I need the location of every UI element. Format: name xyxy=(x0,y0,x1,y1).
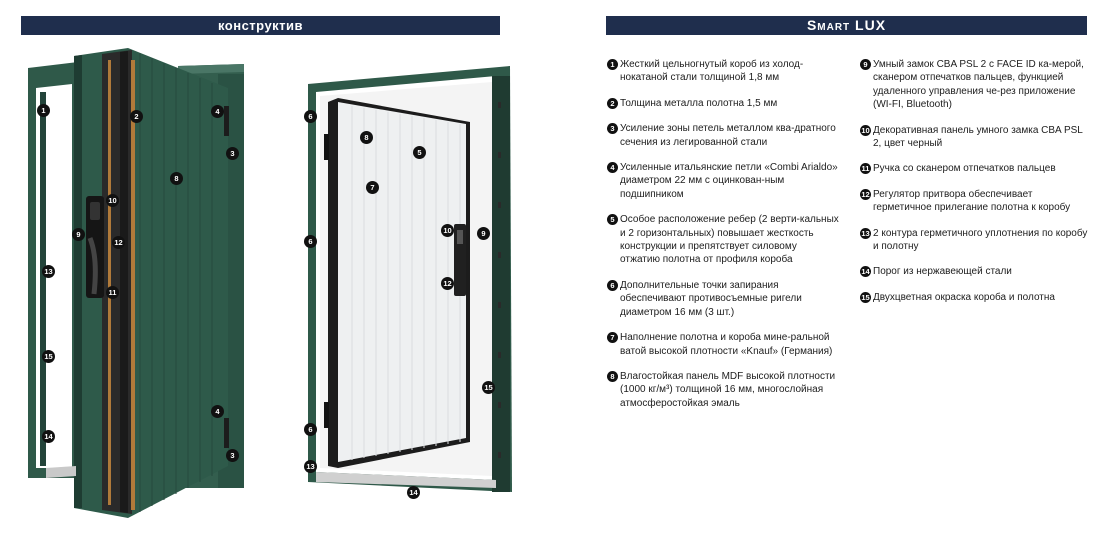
feature-number: 8 xyxy=(607,371,618,382)
feature-item xyxy=(607,213,839,267)
feature-number: 14 xyxy=(861,267,870,277)
outer-door-figure xyxy=(28,48,248,523)
feature-number: 10 xyxy=(861,125,870,135)
feature-text: Умный замок CBA PSL 2 с FACE ID ка-мерой, сканером отпечатков пальцев, функцией удаленного управления че-рез приложение (WI-FI, Bluetooth) xyxy=(873,59,1084,111)
inner-marker-8: 8 xyxy=(360,131,373,144)
feature-item xyxy=(860,188,1090,215)
feature-number: 6 xyxy=(607,280,618,291)
feature-text: Усиление зоны петель металлом ква-дратного сечения из легированной стали xyxy=(620,123,836,148)
feature-item xyxy=(607,161,839,201)
feature-item xyxy=(607,279,839,319)
feature-number: 12 xyxy=(861,189,870,199)
outer-marker-11: 11 xyxy=(106,286,119,299)
feature-number: 5 xyxy=(607,214,618,225)
feature-number: 15 xyxy=(861,292,870,302)
feature-text: Наполнение полотна и короба мине-ральной ватой высокой плотности «Knauf» (Германия) xyxy=(620,332,833,357)
feature-number: 2 xyxy=(607,98,618,109)
feature-text: Толщина металла полотна 1,5 мм xyxy=(620,97,778,109)
outer-marker-15: 15 xyxy=(42,350,55,363)
feature-item xyxy=(860,291,1090,304)
feature-number: 1 xyxy=(607,59,618,70)
outer-marker-2: 2 xyxy=(130,110,143,123)
inner-marker-13: 13 xyxy=(304,460,317,473)
inner-marker-12: 12 xyxy=(441,277,454,290)
feature-text: Особое расположение ребер (2 верти-кальных и 2 горизонтальных) повышает жесткость конструкции и препятствует силовому отжатию полотна от профиля короба xyxy=(620,214,839,266)
inner-door-figure xyxy=(300,62,520,512)
inner-marker-5: 5 xyxy=(413,146,426,159)
inner-marker-7: 7 xyxy=(366,181,379,194)
outer-marker-14: 14 xyxy=(42,430,55,443)
outer-marker-3a: 3 xyxy=(226,147,239,160)
outer-marker-4b: 4 xyxy=(211,405,224,418)
inner-door-image xyxy=(300,62,520,512)
feature-item xyxy=(607,97,839,110)
feature-text: Влагостойкая панель MDF высокой плотности (1000 кг/м³) толщиной 16 мм, многослойная атмосферостойкая эмаль xyxy=(620,370,836,409)
feature-text: Регулятор притвора обеспечивает герметичное прилегание полотна к коробу xyxy=(873,188,1071,214)
feature-text: Декоративная панель умного замка CBA PSL 2, цвет черный xyxy=(873,124,1083,150)
inner-marker-9: 9 xyxy=(477,227,490,240)
inner-marker-6b: 6 xyxy=(304,235,317,248)
inner-marker-14: 14 xyxy=(407,486,420,499)
outer-marker-10: 10 xyxy=(106,194,119,207)
outer-marker-1: 1 xyxy=(37,104,50,117)
feature-item xyxy=(607,122,839,149)
feature-item xyxy=(860,227,1090,254)
inner-marker-15: 15 xyxy=(482,381,495,394)
features-column-right xyxy=(860,58,1090,316)
inner-marker-6a: 6 xyxy=(304,110,317,123)
feature-item xyxy=(860,58,1090,112)
feature-item xyxy=(607,58,839,85)
outer-marker-4a: 4 xyxy=(211,105,224,118)
features-column-left xyxy=(607,58,839,422)
inner-marker-6c: 6 xyxy=(304,423,317,436)
feature-number: 4 xyxy=(607,162,618,173)
feature-item xyxy=(860,124,1090,151)
feature-text: Дополнительные точки запирания обеспечивают противосъемные ригели диаметром 16 мм (3 шт.) xyxy=(620,279,802,318)
feature-text: Двухцветная окраска короба и полотна xyxy=(873,291,1055,303)
feature-text: Усиленные итальянские петли «Combi Arialdo» диаметром 22 мм с оцинкован-ным подшипником xyxy=(620,162,838,200)
feature-item xyxy=(607,370,839,410)
feature-number: 9 xyxy=(860,59,871,70)
feature-number: 11 xyxy=(861,164,870,174)
product-title: Smart LUX xyxy=(806,17,887,33)
outer-marker-13: 13 xyxy=(42,265,55,278)
inner-marker-10: 10 xyxy=(441,224,454,237)
feature-text: 2 контура герметичного уплотнения по коробу и полотну xyxy=(873,227,1088,253)
feature-item xyxy=(860,162,1090,175)
outer-marker-12: 12 xyxy=(112,236,125,249)
outer-marker-3b: 3 xyxy=(226,449,239,462)
construction-header: конструктив xyxy=(21,16,500,35)
product-header xyxy=(606,16,1087,35)
feature-item xyxy=(607,331,839,358)
feature-text: Порог из нержавеющей стали xyxy=(873,266,1012,278)
feature-number: 3 xyxy=(607,123,618,134)
feature-item xyxy=(860,265,1090,278)
outer-marker-9: 9 xyxy=(72,228,85,241)
feature-text: Ручка со сканером отпечатков пальцев xyxy=(873,163,1056,175)
outer-marker-8: 8 xyxy=(170,172,183,185)
feature-number: 7 xyxy=(607,332,618,343)
feature-number: 13 xyxy=(861,228,870,238)
feature-text: Жесткий цельногнутый короб из холод-нокатаной стали толщиной 1,8 мм xyxy=(620,59,804,84)
